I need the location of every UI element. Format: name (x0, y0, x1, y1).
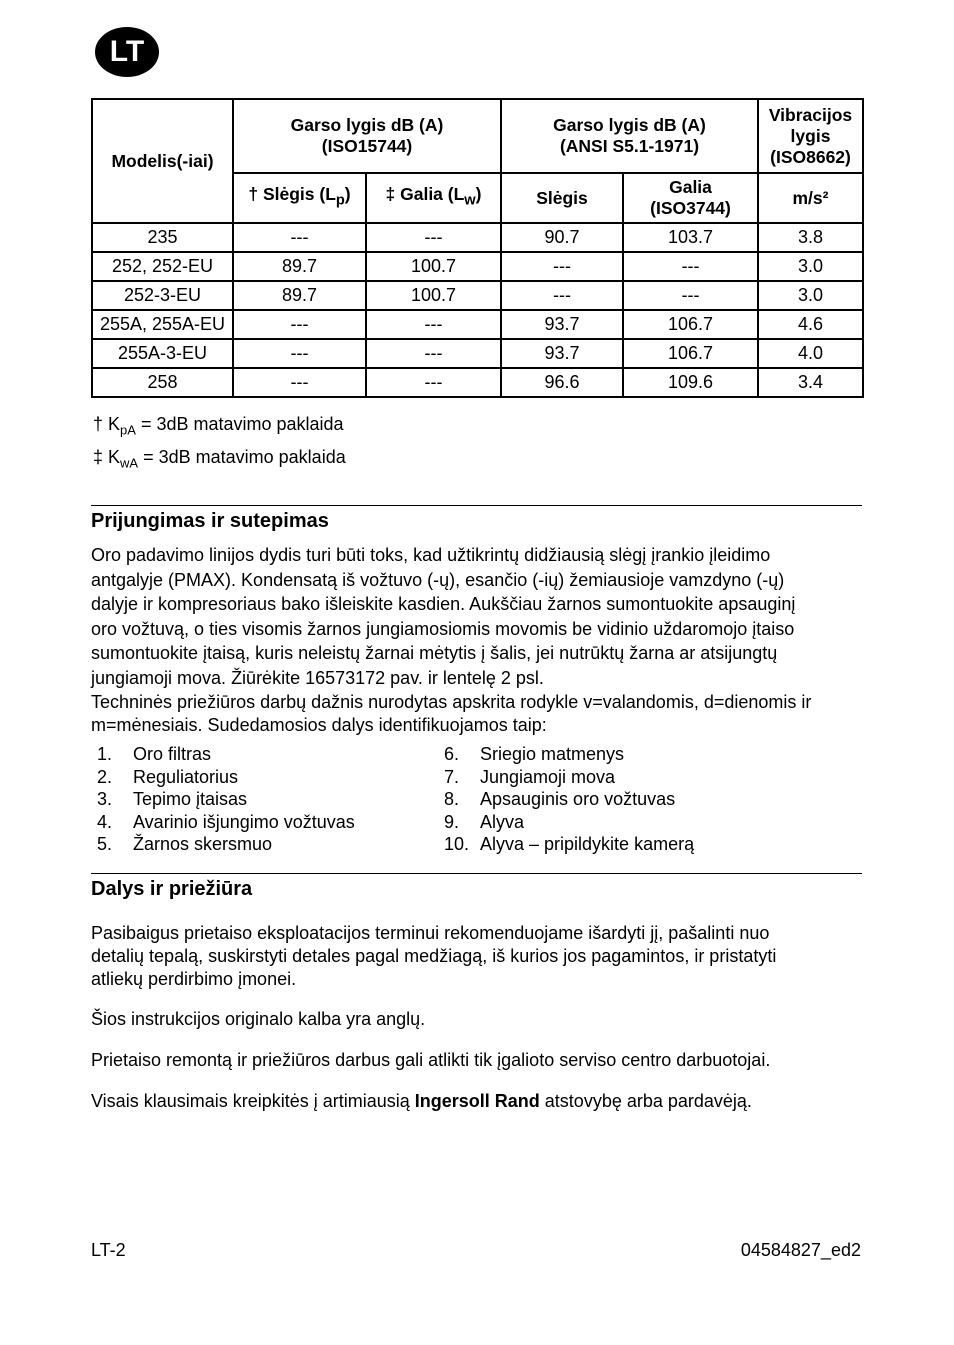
table-row (92, 339, 863, 368)
maintenance-paragraph: Techninės priežiūros darbų dažnis nurodytas apskrita rodykle v=valandomis, d=dienomis ir m=mėnesiais. Sudedamosios dalys identifikuojamos taip: (91, 692, 812, 735)
table-cell: 252-3-EU (92, 281, 233, 310)
divider (91, 505, 862, 506)
list-item (444, 788, 694, 811)
parts-list-left (97, 743, 355, 856)
table-row (92, 252, 863, 281)
header-vibration: Vibracijos lygis (ISO8662) (758, 99, 863, 173)
list-item-number: 6. (444, 744, 460, 764)
language-badge: LT (95, 27, 159, 77)
table-cell: 89.7 (233, 252, 366, 281)
list-item-number: 1. (97, 744, 113, 764)
divider (91, 873, 862, 874)
table-cell: 93.7 (501, 310, 623, 339)
table-cell: --- (366, 368, 501, 397)
list-item-text: Avarinio išjungimo vožtuvas (133, 811, 355, 832)
list-item-text: Sriegio matmenys (480, 744, 625, 764)
note-kpa: † $K_{pA} = 3dB$ matavimo paklaida (93, 414, 344, 438)
list-item-number: 8. (444, 789, 460, 810)
table-cell: 89.7 (233, 281, 366, 310)
table-cell: 4.6 (758, 310, 863, 339)
table-cell: --- (233, 310, 366, 339)
list-item (97, 743, 355, 766)
table-cell: --- (366, 310, 501, 339)
table-cell: --- (623, 252, 758, 281)
table-row (92, 223, 863, 252)
list-item-number: 9. (444, 811, 460, 832)
table-cell: --- (501, 281, 623, 310)
table-cell: 96.6 (501, 368, 623, 397)
table-row (92, 310, 863, 339)
table-cell: --- (233, 223, 366, 252)
table-cell: 109.6 (623, 368, 758, 397)
list-item (444, 766, 694, 789)
list-item-number: 4. (97, 811, 113, 832)
list-item (444, 743, 694, 766)
list-item-text: Tepimo įtaisas (133, 789, 248, 810)
noise-vibration-table (91, 98, 864, 398)
contact-paragraph: Visais klausimais kreipkitės į artimiausią Ingersoll Rand atstovybę arba pardavėją. (91, 1091, 752, 1111)
table-cell: --- (501, 252, 623, 281)
parts-list-right (444, 743, 694, 856)
subheader-pressure-lp: † Slėgis $(L_p)$ (233, 173, 366, 223)
header-iso15744: Garso lygis dB (A) (ISO15744) (233, 99, 501, 173)
list-item-text: Alyva (480, 811, 525, 832)
table-notes (93, 411, 346, 476)
list-item (97, 811, 355, 834)
disposal-paragraph: Pasibaigus prietaiso eksploatacijos terminui rekomenduojame išardyti jį, pašalinti nuo detalių tepalą, suskirstyti detales pagal medžiagą, iš kurios jos pagamintos, ir pristatyti atliekų perdirbimo įmonei. (91, 923, 777, 989)
table-cell: 100.7 (366, 252, 501, 281)
table-cell: 106.7 (623, 339, 758, 368)
table-cell: 103.7 (623, 223, 758, 252)
list-item-text: Oro filtras (133, 744, 212, 764)
subheader-unit: m/s² (758, 173, 863, 223)
list-item (444, 833, 694, 856)
list-item (97, 788, 355, 811)
table-cell: --- (366, 223, 501, 252)
connection-paragraph: Oro padavimo linijos dydis turi būti toks, kad užtikrintų didžiausią slėgį įrankio įleidimo antgalyje (PMAX). Kondensatą iš vožtuvo (-ų), esančio (-ių) žemiausioje vamzdyno (-ų) dalyje ir kompresoriaus bako išleiskite kasdien. Aukščiau žarnos sumontuokite apsauginį oro vožtuvą, o ties visomis žarnos jungiamosiomis movomis be vidinio uždaromojo įtaiso sumontuokite įtaisą, kuris neleistų žarnai mėtytis į šalis, jei nutrūktų žarna ar atsijungtų jungiamoji mova. Žiūrėkite 16573172 pav. ir lentelę 2 psl. (91, 545, 796, 688)
section-title-parts: Dalys ir priežiūra (91, 878, 253, 900)
list-item-text: Reguliatorius (133, 766, 239, 787)
table-row (92, 281, 863, 310)
subheader-power-lw: ‡ Galia $(L_w)$ (366, 173, 501, 223)
table-cell: 255A, 255A-EU (92, 310, 233, 339)
table-row (92, 368, 863, 397)
table-cell: --- (233, 339, 366, 368)
document-code: 04584827_ed2 (740, 1240, 861, 1260)
table-cell: 3.8 (758, 223, 863, 252)
subheader-pressure: Slėgis (501, 173, 623, 223)
list-item-text: Jungiamoji mova (480, 766, 616, 787)
table-cell: --- (366, 339, 501, 368)
list-item-text: Žarnos skersmuo (133, 834, 273, 855)
brand-name: Ingersoll Rand (414, 1091, 540, 1111)
note-kwa: ‡ $K_{wA} = 3dB$ matavimo paklaida (93, 446, 346, 471)
table-cell: 252, 252-EU (92, 252, 233, 281)
list-item-number: 5. (97, 834, 113, 855)
header-ansi: Garso lygis dB (A) (ANSI S5.1-1971) (501, 99, 758, 173)
header-model: Modelis(-iai) (92, 99, 233, 223)
list-item (97, 766, 355, 789)
table-cell: 100.7 (366, 281, 501, 310)
list-item (97, 833, 355, 856)
list-item (444, 811, 694, 834)
section-title-connection: Prijungimas ir sutepimas (91, 510, 329, 532)
table-cell: 3.0 (758, 252, 863, 281)
table-cell: 93.7 (501, 339, 623, 368)
list-item-number: 3. (97, 789, 113, 810)
table-cell: 255A-3-EU (92, 339, 233, 368)
page-number: LT-2 (91, 1240, 126, 1260)
table-cell: 258 (92, 368, 233, 397)
table-cell: --- (623, 281, 758, 310)
list-item-text: Alyva – pripildykite kamerą (480, 834, 695, 855)
language-paragraph: Šios instrukcijos originalo kalba yra anglų. (91, 1009, 426, 1029)
table-cell: 3.0 (758, 281, 863, 310)
table-cell: 4.0 (758, 339, 863, 368)
repair-paragraph: Prietaiso remontą ir priežiūros darbus gali atlikti tik įgalioto serviso centro darbuotojai. (91, 1050, 771, 1070)
table-cell: 235 (92, 223, 233, 252)
subheader-power-iso3744: Galia (ISO3744) (623, 173, 758, 223)
list-item-number: 10. (444, 834, 470, 855)
list-item-text: Apsauginis oro vožtuvas (480, 789, 676, 810)
table-cell: 90.7 (501, 223, 623, 252)
table-cell: 106.7 (623, 310, 758, 339)
list-item-number: 7. (444, 766, 460, 787)
list-item-number: 2. (97, 766, 113, 787)
table-cell: 3.4 (758, 368, 863, 397)
table-cell: --- (233, 368, 366, 397)
